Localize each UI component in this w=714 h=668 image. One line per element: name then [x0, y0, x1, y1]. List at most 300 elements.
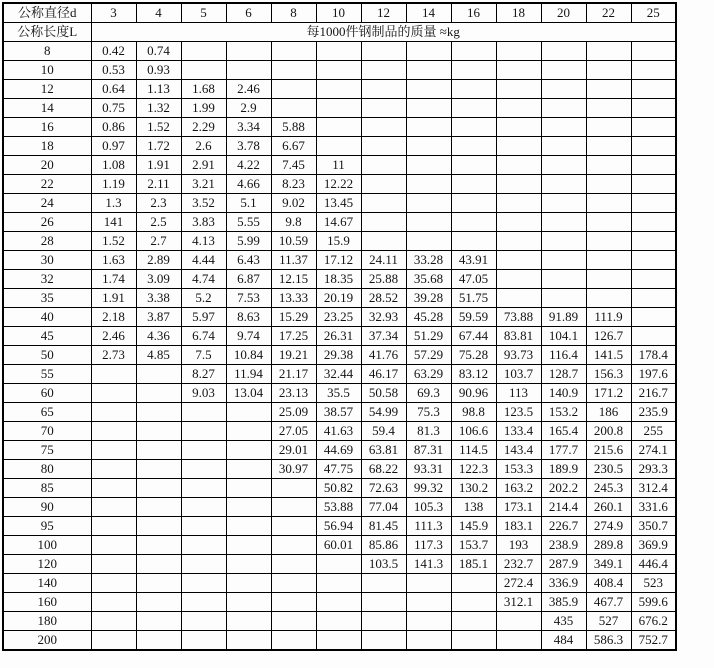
weight-cell: 676.2	[631, 612, 676, 631]
table-row-L200	[3, 631, 676, 651]
weight-cell: 7.45	[271, 156, 316, 175]
weight-cell: 0.93	[136, 61, 181, 80]
weight-cell	[91, 498, 136, 517]
weight-cell: 226.7	[541, 517, 586, 536]
weight-cell: 2.89	[136, 251, 181, 270]
weight-cell: 215.6	[586, 441, 631, 460]
weight-cell: 156.3	[586, 365, 631, 384]
weight-cell: 75.3	[406, 403, 451, 422]
weight-cell: 4.66	[226, 175, 271, 194]
weight-cell: 35.68	[406, 270, 451, 289]
weight-cell: 336.9	[541, 574, 586, 593]
weight-cell	[496, 61, 541, 80]
weight-cell: 41.76	[361, 346, 406, 365]
weight-cell: 104.1	[541, 327, 586, 346]
column-header-d16: 16	[451, 3, 496, 23]
weight-cell: 197.6	[631, 365, 676, 384]
weight-cell: 43.91	[451, 251, 496, 270]
weight-cell: 1.52	[136, 118, 181, 137]
table-row-L16	[3, 118, 676, 137]
weight-cell: 111.3	[406, 517, 451, 536]
weight-cell: 3.52	[181, 194, 226, 213]
weight-cell	[451, 612, 496, 631]
weight-cell: 23.25	[316, 308, 361, 327]
weight-cell	[136, 574, 181, 593]
weight-cell	[226, 593, 271, 612]
column-header-d22: 22	[586, 3, 631, 23]
weight-cell: 216.7	[631, 384, 676, 403]
row-header-length: 8	[3, 42, 91, 61]
weight-cell: 350.7	[631, 517, 676, 536]
weight-cell	[361, 99, 406, 118]
weight-cell: 59.4	[361, 422, 406, 441]
weight-cell: 238.9	[541, 536, 586, 555]
weight-cell: 2.5	[136, 213, 181, 232]
weight-cell	[316, 612, 361, 631]
weight-cell: 200.8	[586, 422, 631, 441]
weight-cell	[136, 365, 181, 384]
weight-cell	[406, 631, 451, 651]
weight-cell: 2.18	[91, 308, 136, 327]
table-row-L90	[3, 498, 676, 517]
row-header-length: 85	[3, 479, 91, 498]
weight-cell	[586, 213, 631, 232]
column-header-d12: 12	[361, 3, 406, 23]
weight-cell: 11	[316, 156, 361, 175]
weight-cell	[541, 175, 586, 194]
row-header-length: 100	[3, 536, 91, 555]
weight-cell: 289.8	[586, 536, 631, 555]
weight-cell: 6.67	[271, 137, 316, 156]
weight-cell	[316, 631, 361, 651]
weight-cell: 435	[541, 612, 586, 631]
weight-cell	[451, 99, 496, 118]
weight-cell: 81.45	[361, 517, 406, 536]
weight-cell	[181, 631, 226, 651]
weight-cell	[181, 574, 226, 593]
row-header-length: 14	[3, 99, 91, 118]
weight-cell	[631, 99, 676, 118]
weight-cell: 15.9	[316, 232, 361, 251]
table-row-L14	[3, 99, 676, 118]
weight-cell: 39.28	[406, 289, 451, 308]
weight-cell	[361, 194, 406, 213]
row-header-length: 95	[3, 517, 91, 536]
weight-cell	[136, 631, 181, 651]
weight-cell: 145.9	[451, 517, 496, 536]
weight-cell: 11.94	[226, 365, 271, 384]
weight-cell: 1.19	[91, 175, 136, 194]
row-header-length: 70	[3, 422, 91, 441]
weight-cell	[631, 175, 676, 194]
weight-cell	[541, 61, 586, 80]
weight-cell: 312.4	[631, 479, 676, 498]
weight-cell: 29.01	[271, 441, 316, 460]
weight-cell	[631, 194, 676, 213]
row-header-length: 120	[3, 555, 91, 574]
weight-cell: 1.91	[91, 289, 136, 308]
weight-cell	[451, 213, 496, 232]
weight-cell	[406, 213, 451, 232]
weight-cell: 171.2	[586, 384, 631, 403]
weight-cell	[406, 118, 451, 137]
weight-cell: 183.1	[496, 517, 541, 536]
weight-cell: 68.22	[361, 460, 406, 479]
weight-cell: 87.31	[406, 441, 451, 460]
weight-cell	[406, 612, 451, 631]
weight-cell	[136, 403, 181, 422]
weight-cell: 6.43	[226, 251, 271, 270]
weight-cell: 5.99	[226, 232, 271, 251]
weight-cell	[181, 42, 226, 61]
weight-cell	[226, 631, 271, 651]
weight-cell: 106.6	[451, 422, 496, 441]
weight-cell	[91, 479, 136, 498]
weight-cell: 67.44	[451, 327, 496, 346]
table-row-L35	[3, 289, 676, 308]
weight-cell: 140.9	[541, 384, 586, 403]
table-row-L40	[3, 308, 676, 327]
weight-cell: 23.13	[271, 384, 316, 403]
weight-cell: 446.4	[631, 555, 676, 574]
row-header-length: 30	[3, 251, 91, 270]
weight-cell: 5.88	[271, 118, 316, 137]
row-header-length: 60	[3, 384, 91, 403]
weight-cell: 72.63	[361, 479, 406, 498]
weight-cell	[541, 137, 586, 156]
weight-cell: 153.3	[496, 460, 541, 479]
weight-cell: 1.52	[91, 232, 136, 251]
weight-cell	[451, 631, 496, 651]
weight-cell: 26.31	[316, 327, 361, 346]
weight-cell: 2.11	[136, 175, 181, 194]
weight-cell: 81.3	[406, 422, 451, 441]
weight-cell	[226, 612, 271, 631]
table-row-L95	[3, 517, 676, 536]
weight-cell: 4.13	[181, 232, 226, 251]
weight-table	[2, 2, 677, 651]
weight-cell	[406, 593, 451, 612]
weight-cell: 12.15	[271, 270, 316, 289]
row-header-length: 28	[3, 232, 91, 251]
weight-cell: 11.37	[271, 251, 316, 270]
table-row-L160	[3, 593, 676, 612]
row-header-length: 24	[3, 194, 91, 213]
weight-cell: 0.74	[136, 42, 181, 61]
weight-cell: 83.81	[496, 327, 541, 346]
weight-cell: 2.29	[181, 118, 226, 137]
weight-cell	[316, 574, 361, 593]
weight-cell	[631, 270, 676, 289]
weight-cell: 13.33	[271, 289, 316, 308]
weight-cell	[271, 42, 316, 61]
table-row-L100	[3, 536, 676, 555]
weight-cell	[136, 441, 181, 460]
weight-cell: 103.7	[496, 365, 541, 384]
weight-cell	[451, 156, 496, 175]
weight-cell	[451, 61, 496, 80]
weight-cell	[361, 80, 406, 99]
weight-cell	[271, 612, 316, 631]
weight-cell	[181, 441, 226, 460]
row-header-length: 90	[3, 498, 91, 517]
table-row-L20	[3, 156, 676, 175]
column-header-d4: 4	[136, 3, 181, 23]
weight-cell	[226, 574, 271, 593]
weight-cell	[631, 156, 676, 175]
weight-cell: 114.5	[451, 441, 496, 460]
table-body	[3, 42, 676, 651]
table-title-mass-per-1000: 每1000件钢制品的质量 ≈kg	[91, 23, 676, 42]
row-header-length: 45	[3, 327, 91, 346]
weight-cell: 4.22	[226, 156, 271, 175]
weight-cell	[496, 175, 541, 194]
weight-cell: 255	[631, 422, 676, 441]
weight-cell: 6.74	[181, 327, 226, 346]
table-row-L70	[3, 422, 676, 441]
weight-cell: 2.46	[226, 80, 271, 99]
weight-cell: 274.9	[586, 517, 631, 536]
weight-cell: 1.72	[136, 137, 181, 156]
weight-cell: 117.3	[406, 536, 451, 555]
weight-cell	[406, 194, 451, 213]
weight-cell: 5.1	[226, 194, 271, 213]
weight-cell: 32.44	[316, 365, 361, 384]
weight-cell: 93.31	[406, 460, 451, 479]
weight-cell: 599.6	[631, 593, 676, 612]
table-row-L10	[3, 61, 676, 80]
weight-cell: 47.05	[451, 270, 496, 289]
column-header-d5: 5	[181, 3, 226, 23]
weight-cell	[451, 175, 496, 194]
weight-cell	[271, 536, 316, 555]
weight-cell: 349.1	[586, 555, 631, 574]
weight-cell	[631, 137, 676, 156]
weight-cell: 185.1	[451, 555, 496, 574]
table-row-L30	[3, 251, 676, 270]
weight-cell	[586, 251, 631, 270]
column-header-d18: 18	[496, 3, 541, 23]
weight-cell: 2.46	[91, 327, 136, 346]
weight-cell	[541, 213, 586, 232]
weight-cell	[631, 61, 676, 80]
weight-cell: 7.53	[226, 289, 271, 308]
weight-cell	[361, 42, 406, 61]
weight-cell	[136, 479, 181, 498]
weight-cell	[451, 80, 496, 99]
weight-cell: 8.63	[226, 308, 271, 327]
table-row-L55	[3, 365, 676, 384]
weight-cell	[91, 593, 136, 612]
row-header-length: 80	[3, 460, 91, 479]
weight-cell: 77.04	[361, 498, 406, 517]
row-header-length: 140	[3, 574, 91, 593]
weight-cell: 51.75	[451, 289, 496, 308]
weight-cell	[361, 61, 406, 80]
weight-cell	[91, 631, 136, 651]
weight-cell	[136, 384, 181, 403]
weight-cell: 75.28	[451, 346, 496, 365]
table-row-L80	[3, 460, 676, 479]
weight-cell: 20.19	[316, 289, 361, 308]
weight-cell: 331.6	[631, 498, 676, 517]
weight-cell	[271, 479, 316, 498]
weight-cell: 13.04	[226, 384, 271, 403]
weight-cell: 235.9	[631, 403, 676, 422]
weight-cell	[496, 80, 541, 99]
weight-cell	[586, 156, 631, 175]
weight-cell: 18.35	[316, 270, 361, 289]
weight-cell	[541, 232, 586, 251]
weight-cell: 14.67	[316, 213, 361, 232]
weight-cell: 193	[496, 536, 541, 555]
weight-cell	[586, 137, 631, 156]
weight-cell: 30.97	[271, 460, 316, 479]
row-header-length: 32	[3, 270, 91, 289]
diameter-header-label: 公称直径d	[3, 3, 91, 23]
column-header-d8: 8	[271, 3, 316, 23]
weight-cell: 63.81	[361, 441, 406, 460]
weight-cell	[361, 232, 406, 251]
weight-cell	[91, 574, 136, 593]
row-header-length: 22	[3, 175, 91, 194]
weight-cell: 2.7	[136, 232, 181, 251]
weight-cell: 103.5	[361, 555, 406, 574]
weight-cell: 51.29	[406, 327, 451, 346]
weight-cell	[226, 479, 271, 498]
weight-cell	[496, 156, 541, 175]
weight-cell: 126.7	[586, 327, 631, 346]
column-header-d10: 10	[316, 3, 361, 23]
weight-cell	[181, 479, 226, 498]
weight-cell: 27.05	[271, 422, 316, 441]
weight-cell	[406, 80, 451, 99]
weight-cell	[181, 61, 226, 80]
weight-cell: 1.63	[91, 251, 136, 270]
weight-cell	[181, 536, 226, 555]
weight-cell: 177.7	[541, 441, 586, 460]
weight-cell: 3.83	[181, 213, 226, 232]
weight-cell	[181, 498, 226, 517]
weight-cell: 50.82	[316, 479, 361, 498]
table-row-L24	[3, 194, 676, 213]
weight-cell	[91, 555, 136, 574]
table-row-L26	[3, 213, 676, 232]
weight-cell	[181, 555, 226, 574]
weight-cell	[631, 327, 676, 346]
weight-cell: 45.28	[406, 308, 451, 327]
weight-cell: 33.28	[406, 251, 451, 270]
weight-cell	[361, 574, 406, 593]
weight-cell: 178.4	[631, 346, 676, 365]
weight-cell	[226, 517, 271, 536]
weight-cell	[586, 99, 631, 118]
weight-cell: 153.7	[451, 536, 496, 555]
weight-cell	[406, 61, 451, 80]
weight-cell	[361, 612, 406, 631]
weight-cell: 274.1	[631, 441, 676, 460]
weight-cell	[496, 99, 541, 118]
row-header-length: 18	[3, 137, 91, 156]
weight-cell: 53.88	[316, 498, 361, 517]
weight-cell	[91, 612, 136, 631]
length-header-label: 公称长度L	[3, 23, 91, 42]
weight-cell: 165.4	[541, 422, 586, 441]
weight-cell	[316, 118, 361, 137]
table-row-L18	[3, 137, 676, 156]
weight-cell	[451, 593, 496, 612]
weight-cell	[496, 612, 541, 631]
weight-cell	[496, 631, 541, 651]
weight-cell	[586, 289, 631, 308]
weight-cell: 2.3	[136, 194, 181, 213]
weight-cell: 19.21	[271, 346, 316, 365]
weight-cell: 57.29	[406, 346, 451, 365]
weight-cell	[136, 517, 181, 536]
weight-cell	[91, 536, 136, 555]
weight-cell	[541, 99, 586, 118]
weight-cell	[586, 175, 631, 194]
weight-cell: 3.34	[226, 118, 271, 137]
unit-header-row	[3, 23, 676, 42]
weight-cell	[91, 384, 136, 403]
weight-cell	[91, 517, 136, 536]
weight-cell	[496, 118, 541, 137]
weight-cell	[586, 270, 631, 289]
weight-cell	[91, 403, 136, 422]
weight-cell: 141.3	[406, 555, 451, 574]
weight-cell: 0.75	[91, 99, 136, 118]
table-row-L50	[3, 346, 676, 365]
row-header-length: 55	[3, 365, 91, 384]
weight-cell: 44.69	[316, 441, 361, 460]
weight-cell	[631, 289, 676, 308]
weight-cell: 586.3	[586, 631, 631, 651]
weight-cell: 35.5	[316, 384, 361, 403]
weight-cell	[181, 403, 226, 422]
weight-cell	[631, 308, 676, 327]
weight-cell	[226, 555, 271, 574]
table-row-L22	[3, 175, 676, 194]
weight-cell	[271, 574, 316, 593]
weight-cell	[271, 498, 316, 517]
weight-cell: 8.23	[271, 175, 316, 194]
weight-cell: 0.42	[91, 42, 136, 61]
weight-cell: 153.2	[541, 403, 586, 422]
weight-cell: 2.9	[226, 99, 271, 118]
weight-cell: 1.3	[91, 194, 136, 213]
weight-cell	[136, 593, 181, 612]
table-row-L75	[3, 441, 676, 460]
column-header-d6: 6	[226, 3, 271, 23]
weight-cell: 2.91	[181, 156, 226, 175]
weight-cell: 60.01	[316, 536, 361, 555]
weight-cell: 9.02	[271, 194, 316, 213]
weight-cell	[181, 460, 226, 479]
weight-cell: 105.3	[406, 498, 451, 517]
weight-cell: 5.2	[181, 289, 226, 308]
weight-cell	[361, 137, 406, 156]
weight-cell: 3.09	[136, 270, 181, 289]
weight-cell	[316, 137, 361, 156]
column-header-d14: 14	[406, 3, 451, 23]
weight-cell	[406, 42, 451, 61]
weight-cell: 13.45	[316, 194, 361, 213]
weight-cell: 0.53	[91, 61, 136, 80]
weight-cell: 9.03	[181, 384, 226, 403]
weight-cell: 3.78	[226, 137, 271, 156]
weight-cell	[361, 631, 406, 651]
